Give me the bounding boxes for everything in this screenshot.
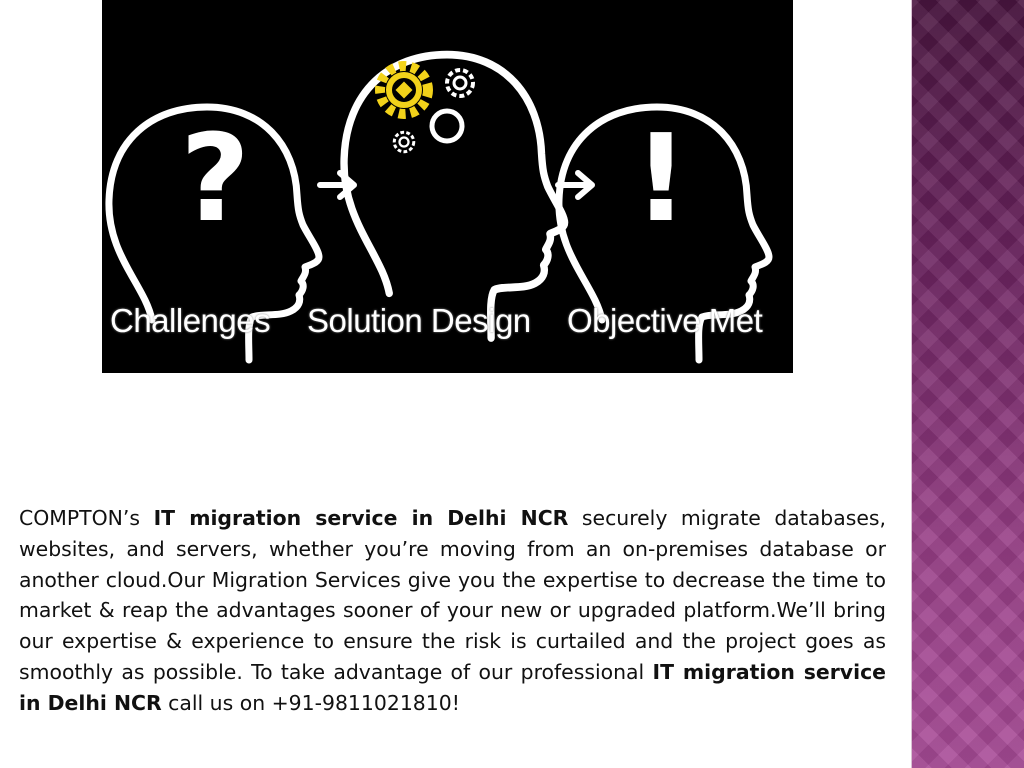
ring-icon — [432, 111, 462, 141]
gear-icon — [394, 132, 414, 152]
label-objective-met: Objective Met — [567, 302, 763, 339]
decorative-sidebar — [912, 0, 1024, 768]
label-challenges: Challenges — [110, 302, 271, 339]
body-highlight: IT migration service in Delhi NCR — [19, 659, 886, 715]
gear-icon — [447, 70, 473, 96]
question-mark-symbol: ? — [180, 110, 250, 249]
body-text-part: call us on +91-9811021810! — [161, 690, 460, 715]
body-highlight: IT migration service in Delhi NCR — [153, 506, 569, 530]
label-solution-design: Solution Design — [307, 302, 531, 339]
body-text-part: securely migrate databases, websites, and servers, whether you’re moving from an on-premises database or another cloud.Our Migration Services give you the expertise to decrease the time to market & reap the advantages sooner of your new or upgraded platform.We’ll bring our expertise & experience to ensure the risk is curtailed and the project goes as smoothly as possible. To take advantage of our professional — [19, 506, 886, 684]
exclamation-mark-symbol: ! — [633, 110, 689, 249]
body-text-part: COMPTON’s — [19, 506, 154, 530]
challenges-solution-objective-figure — [102, 0, 793, 373]
body-paragraph — [19, 503, 886, 719]
